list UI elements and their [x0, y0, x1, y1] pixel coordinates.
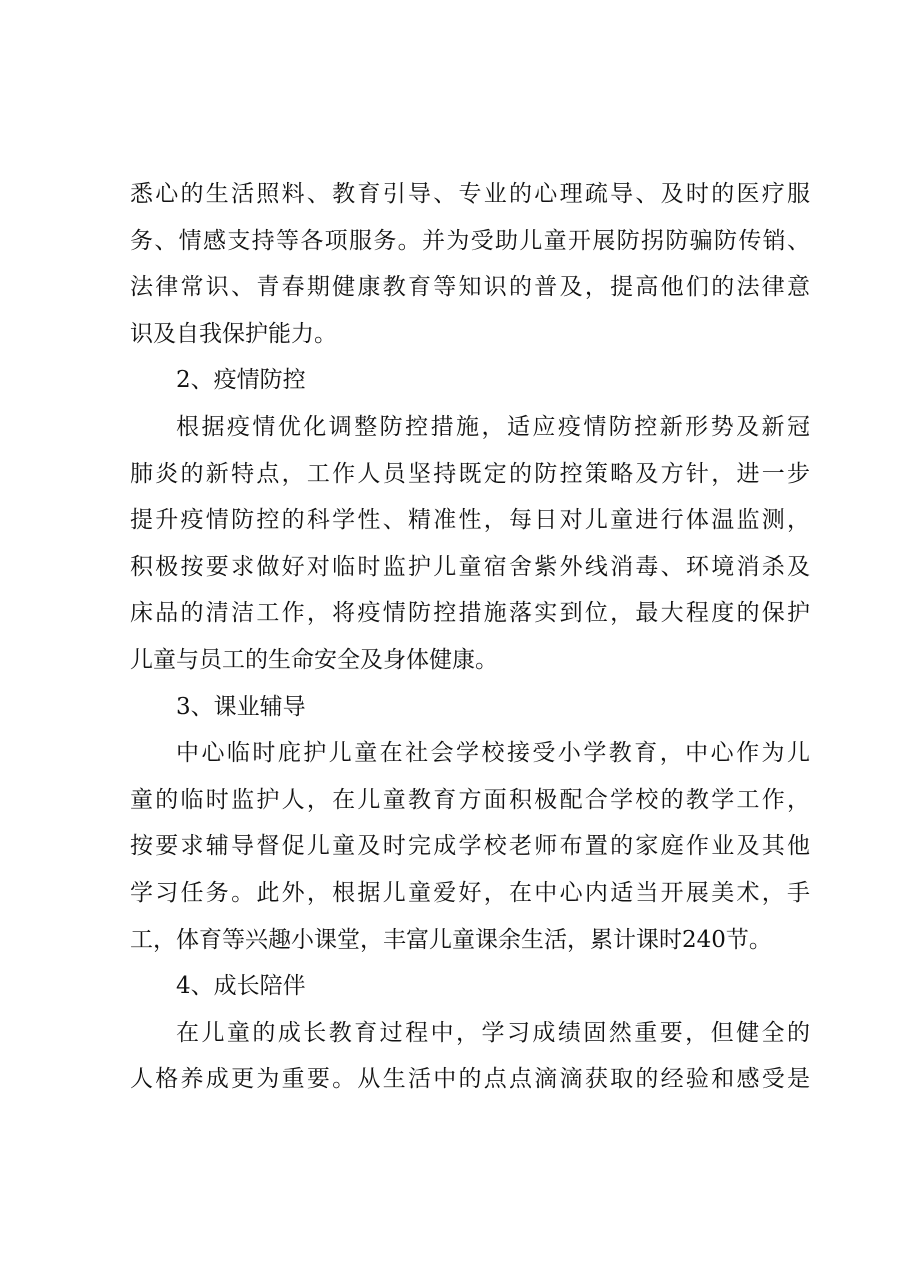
paragraph-line: 床品的清洁工作，将疫情防控措施落实到位，最大程度的保护	[130, 600, 810, 627]
paragraph-line: 肺炎的新特点，工作人员坚持既定的防控策略及方针，进一步	[130, 460, 810, 487]
paragraph-line: 务、情感支持等各项服务。并为受助儿童开展防拐防骗防传销、	[130, 227, 810, 254]
document-body	[130, 171, 810, 1103]
paragraph-line: 识及自我保护能力。	[130, 320, 337, 347]
paragraph-line: 人格养成更为重要。从生活中的点点滴滴获取的经验和感受是	[130, 1066, 810, 1093]
paragraph-line: 按要求辅导督促儿童及时完成学校老师布置的家庭作业及其他	[130, 833, 810, 860]
paragraph-line: 工，体育等兴趣小课堂，丰富儿童课余生活，累计课时240节。	[130, 926, 772, 953]
paragraph-line: 根据疫情优化调整防控措施，适应疫情防控新形势及新冠	[176, 413, 810, 440]
paragraph-line: 童的临时监护人，在儿童教育方面积极配合学校的教学工作，	[130, 786, 810, 813]
paragraph-line: 学习任务。此外，根据儿童爱好，在中心内适当开展美术，手	[130, 879, 810, 906]
paragraph-line: 悉心的生活照料、教育引导、专业的心理疏导、及时的医疗服	[130, 181, 810, 207]
section-heading: 2、疫情防控	[176, 367, 306, 394]
section-heading: 4、成长陪伴	[176, 973, 306, 1000]
paragraph-line: 提升疫情防控的科学性、精准性，每日对儿童进行体温监测，	[130, 507, 810, 534]
section-heading: 3、课业辅导	[176, 693, 306, 720]
paragraph-line: 积极按要求做好对临时监护儿童宿舍紫外线消毒、环境消杀及	[130, 553, 810, 580]
paragraph-line: 中心临时庇护儿童在社会学校接受小学教育，中心作为儿	[176, 740, 810, 767]
paragraph-line: 法律常识、青春期健康教育等知识的普及，提高他们的法律意	[130, 274, 810, 301]
paragraph-line: 儿童与员工的生命安全及身体健康。	[130, 646, 498, 673]
paragraph-line: 在儿童的成长教育过程中，学习成绩固然重要，但健全的	[176, 1019, 810, 1046]
